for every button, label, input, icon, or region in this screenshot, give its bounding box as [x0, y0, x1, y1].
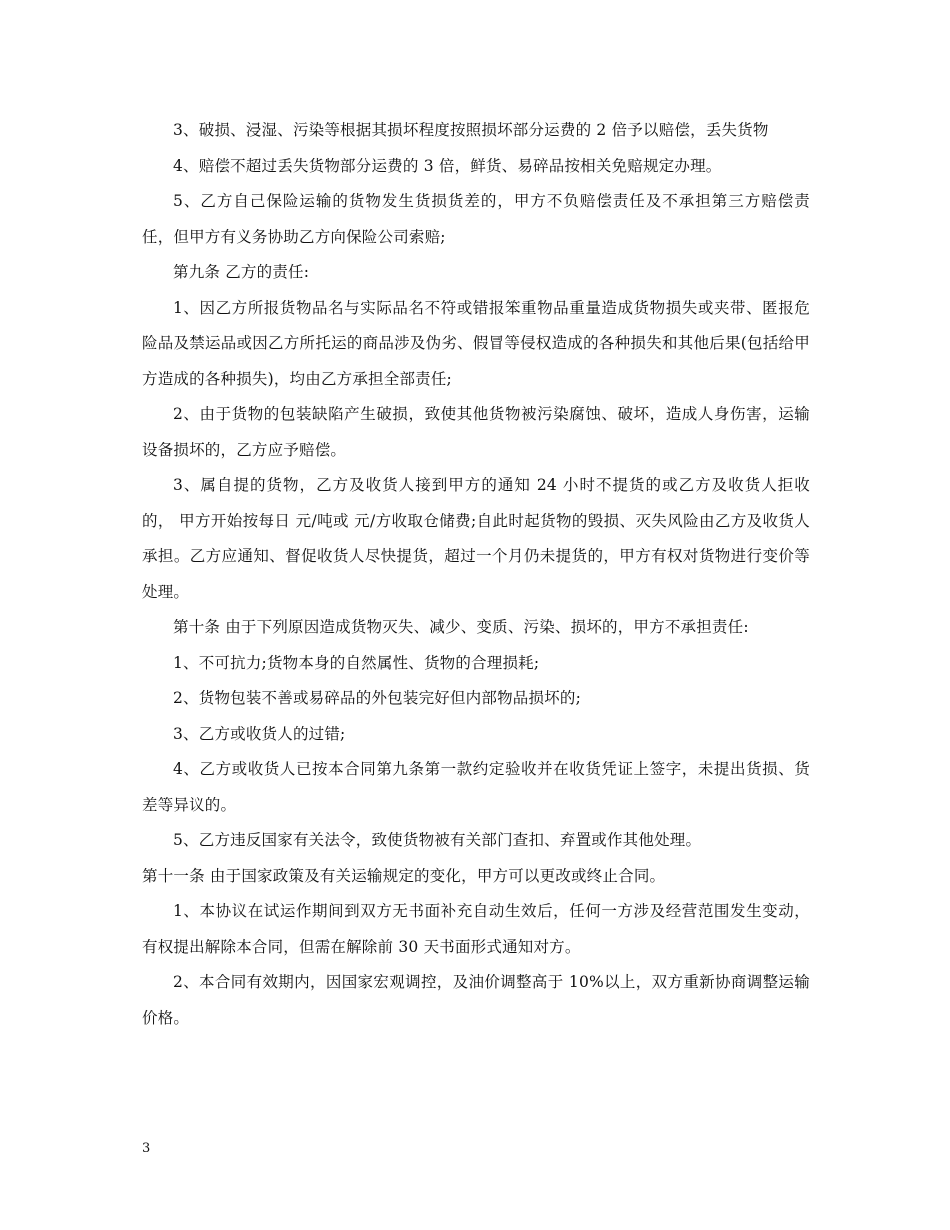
paragraph-article-10-item-4: 4、乙方或收货人已按本合同第九条第一款约定验收并在收货凭证上签字，未提出货损、货差等异议的。: [142, 760, 810, 814]
paragraph-article-9-item-1: 1、因乙方所报货物品名与实际品名不符或错报笨重物品重量造成货物损失或夹带、匿报危险品及禁运品或因乙方所托运的商品涉及伪劣、假冒等侵权造成的各种损失和其他后果(包括给甲方造成的各种损失)，均由乙方承担全部责任;: [142, 298, 810, 388]
paragraph-article-11-item-2: 2、本合同有效期内，因国家宏观调控，及油价调整高于 10%以上，双方重新协商调整运输价格。: [142, 973, 810, 1027]
paragraph-insured-goods: 5、乙方自己保险运输的货物发生货损货差的，甲方不负赔偿责任及不承担第三方赔偿责任，但甲方有义务协助乙方向保险公司索赔;: [142, 192, 810, 246]
paragraph-article-11-item-1: 1、本协议在试运作期间到双方无书面补充自动生效后，任何一方涉及经营范围发生变动，有权提出解除本合同，但需在解除前 30 天书面形式通知对方。: [142, 902, 810, 956]
paragraph-article-9-item-3: 3、属自提的货物，乙方及收货人接到甲方的通知 24 小时不提货的或乙方及收货人拒收的， 甲方开始按每日 元/吨或 元/方收取仓储费;自此时起货物的毁损、灭失风险由乙方及收货人承担。乙方应通知、督促收货人尽快提货，超过一个月仍未提货的，甲方有权对货物进行变价等处理。: [142, 476, 810, 601]
paragraph-article-10-item-1: 1、不可抗力;货物本身的自然属性、货物的合理损耗;: [173, 653, 540, 672]
paragraph-damage-compensation: 3、破损、浸湿、污染等根据其损坏程度按照损坏部分运费的 2 倍予以赔偿，丢失货物: [173, 121, 769, 139]
paragraph-loss-compensation: 4、赔偿不超过丢失货物部分运费的 3 倍，鲜货、易碎品按相关免赔规定办理。: [173, 156, 722, 175]
paragraph-article-9-item-2: 2、由于货物的包装缺陷产生破损，致使其他货物被污染腐蚀、破坏，造成人身伤害，运输设备损坏的，乙方应予赔偿。: [142, 405, 810, 459]
article-9-heading: 第九条 乙方的责任:: [173, 263, 310, 281]
article-10-heading: 第十条 由于下列原因造成货物灭失、减少、变质、污染、损坏的，甲方不承担责任:: [173, 618, 749, 636]
paragraph-article-10-item-3: 3、乙方或收货人的过错;: [173, 724, 346, 743]
document-body: [142, 113, 810, 1036]
article-11-heading: 第十一条 由于国家政策及有关运输规定的变化，甲方可以更改或终止合同。: [142, 866, 666, 885]
paragraph-article-10-item-5: 5、乙方违反国家有关法令，致使货物被有关部门查扣、弃置或作其他处理。: [173, 831, 702, 849]
page-number: 3: [142, 1141, 151, 1156]
paragraph-article-10-item-2: 2、货物包装不善或易碎品的外包装完好但内部物品损坏的;: [173, 689, 581, 707]
